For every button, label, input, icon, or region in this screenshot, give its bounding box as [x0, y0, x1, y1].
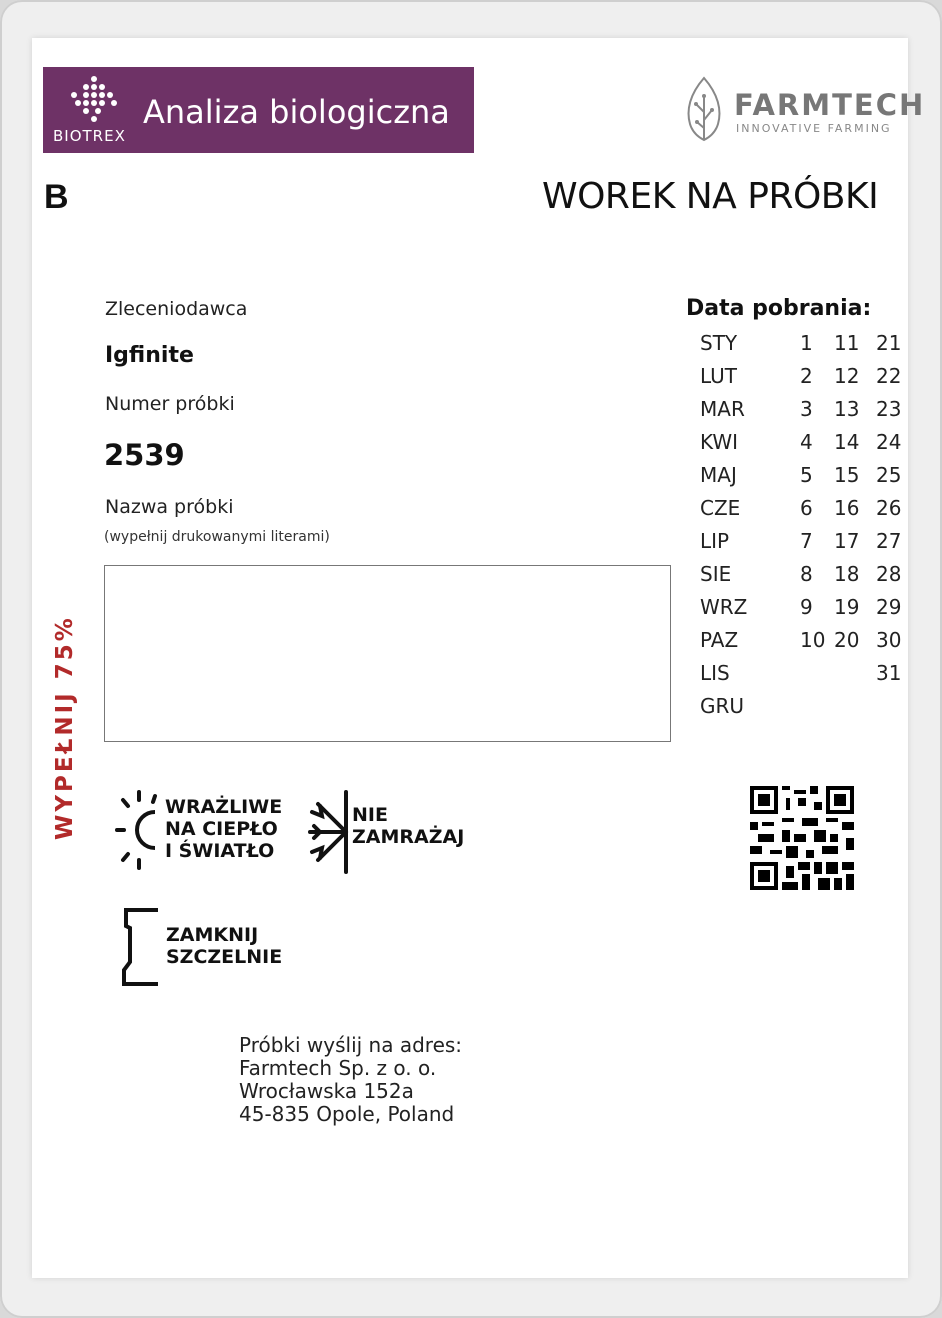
month-label: LUT: [700, 364, 738, 388]
day-option[interactable]: 9: [800, 595, 813, 619]
day-option[interactable]: 17: [834, 529, 860, 553]
day-option[interactable]: 5: [800, 463, 813, 487]
day-option[interactable]: 18: [834, 562, 860, 586]
date-row-kwi: [700, 430, 910, 460]
date-row-lut: [700, 364, 910, 394]
address-line3: Wrocławska 152a: [239, 1079, 414, 1103]
seal-line2: SZCZELNIE: [166, 946, 283, 968]
banner-title: Analiza biologiczna: [143, 93, 450, 131]
farmtech-leaf-icon: [684, 76, 724, 146]
address-line2: Farmtech Sp. z o. o.: [239, 1056, 437, 1080]
month-label: SIE: [700, 562, 732, 586]
fill-note: WYPEŁNIJ 75%: [52, 615, 78, 840]
day-option[interactable]: 13: [834, 397, 860, 421]
day-option[interactable]: 6: [800, 496, 813, 520]
partner-name: FARMTECH: [734, 88, 926, 122]
day-option[interactable]: 10: [800, 628, 826, 652]
month-label: MAR: [700, 397, 745, 421]
partner-tagline: INNOVATIVE FARMING: [736, 122, 892, 135]
sample-number-label: Numer próbki: [105, 393, 235, 415]
client-label: Zleceniodawca: [105, 298, 248, 320]
date-row-lis: [700, 661, 910, 691]
day-option[interactable]: 2: [800, 364, 813, 388]
date-row-sty: [700, 331, 910, 361]
month-label: LIS: [700, 661, 730, 685]
day-option[interactable]: 16: [834, 496, 860, 520]
day-option[interactable]: 15: [834, 463, 860, 487]
do-not-freeze-warning: [352, 804, 464, 848]
sample-name-label: Nazwa próbki: [105, 496, 234, 518]
month-label: STY: [700, 331, 738, 355]
sample-number-value: 2539: [104, 438, 185, 472]
day-option[interactable]: 12: [834, 364, 860, 388]
collection-date-title: Data pobrania:: [686, 296, 872, 321]
biotrex-logo-icon: [68, 75, 120, 125]
heat-light-line3: I ŚWIATŁO: [165, 840, 275, 862]
heat-light-warning: [165, 796, 282, 862]
month-label: WRZ: [700, 595, 748, 619]
month-label: KWI: [700, 430, 739, 454]
document-letter: B: [44, 178, 69, 216]
month-label: MAJ: [700, 463, 737, 487]
day-option[interactable]: 22: [876, 364, 902, 388]
date-row-cze: [700, 496, 910, 526]
day-option[interactable]: 14: [834, 430, 860, 454]
day-option[interactable]: 7: [800, 529, 813, 553]
heat-light-line1: WRAŻLIWE: [165, 796, 283, 818]
day-option[interactable]: 25: [876, 463, 902, 487]
day-option[interactable]: 1: [800, 331, 813, 355]
day-option[interactable]: 31: [876, 661, 902, 685]
day-option[interactable]: 28: [876, 562, 902, 586]
day-option[interactable]: 11: [834, 331, 860, 355]
day-option[interactable]: 19: [834, 595, 860, 619]
date-row-paz: [700, 628, 910, 658]
day-option[interactable]: 30: [876, 628, 902, 652]
day-option[interactable]: 4: [800, 430, 813, 454]
day-option[interactable]: 21: [876, 331, 902, 355]
qr-code-icon: [750, 786, 854, 890]
seal-tightly-warning: [166, 924, 282, 968]
date-row-gru: [700, 694, 910, 724]
snowflake-icon: [306, 790, 352, 874]
sun-icon: [115, 788, 163, 870]
seal-line1: ZAMKNIJ: [166, 924, 259, 946]
address-line4: 45-835 Opole, Poland: [239, 1102, 455, 1126]
brand-name: BIOTREX: [53, 127, 126, 145]
date-row-sie: [700, 562, 910, 592]
address-line1: Próbki wyślij na adres:: [239, 1033, 463, 1057]
month-label: PAZ: [700, 628, 739, 652]
date-row-maj: [700, 463, 910, 493]
shipping-address: [239, 1034, 462, 1126]
month-label: CZE: [700, 496, 741, 520]
day-option[interactable]: 8: [800, 562, 813, 586]
document-title: WOREK NA PRÓBKI: [542, 176, 879, 217]
header-banner: [43, 67, 474, 153]
client-value: Igfinite: [105, 343, 194, 368]
day-option[interactable]: 3: [800, 397, 813, 421]
bag-seal-icon: [118, 904, 162, 990]
sample-name-field[interactable]: [104, 565, 671, 742]
heat-light-line2: NA CIEPŁO: [165, 818, 278, 840]
day-option[interactable]: 23: [876, 397, 902, 421]
day-option[interactable]: 26: [876, 496, 902, 520]
freeze-line2: ZAMRAŻAJ: [352, 826, 465, 848]
date-row-wrz: [700, 595, 910, 625]
month-label: LIP: [700, 529, 730, 553]
day-option[interactable]: 29: [876, 595, 902, 619]
date-row-lip: [700, 529, 910, 559]
month-label: GRU: [700, 694, 745, 718]
sample-name-hint: (wypełnij drukowanymi literami): [104, 529, 330, 545]
day-option[interactable]: 27: [876, 529, 902, 553]
day-option[interactable]: 24: [876, 430, 902, 454]
freeze-line1: NIE: [352, 804, 388, 826]
day-option[interactable]: 20: [834, 628, 860, 652]
date-row-mar: [700, 397, 910, 427]
